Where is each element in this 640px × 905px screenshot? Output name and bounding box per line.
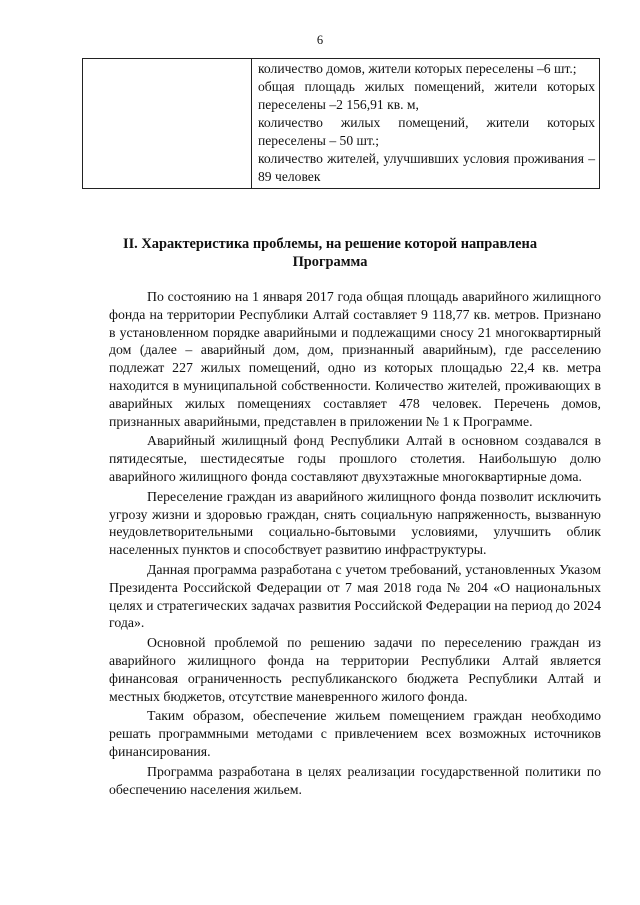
paragraph-decree: Данная программа разработана с учетом требований, установленных Указом Президента Российской Федерации от 7 мая 2018 года № 204 «О национальных целях и стратегических задачах развития Российской Федерации на период до 2024 года».: [109, 561, 601, 631]
section-body: [109, 288, 601, 800]
paragraph-purpose: Программа разработана в целях реализации государственной политики по обеспечению населения жильем.: [109, 763, 601, 797]
outcome-area: общая площадь жилых помещений, жители которых переселены –2 156,91 кв. м,: [258, 79, 595, 112]
section-heading: II. Характеристика проблемы, на решение которой направлена Программа: [122, 236, 538, 270]
outcome-houses: количество домов, жители которых переселены –6 шт.;: [258, 61, 577, 76]
page-number: 6: [316, 33, 324, 47]
paragraph-solution: Таким образом, обеспечение жильем помещением граждан необходимо решать программными методами с привлечением всех возможных источников финансирования.: [109, 708, 601, 759]
paragraph-main-problem: Основной проблемой по решению задачи по переселению граждан из аварийного жилищного фонда на территории Республики Алтай является финансовая ограниченность республиканского бюджета Республики Алтай и местных бюджетов, отсутствие маневренного жилого фонда.: [109, 635, 601, 704]
paragraph-resettlement-benefits: Переселение граждан из аварийного жилищного фонда позволит исключить угрозу жизни и здоровью граждан, снять социальную напряженность, вызванную неудовлетворительными социально-бытовыми условиями, улучшить облик населенных пунктов и способствует развитию инфраструктуры.: [109, 488, 601, 558]
outcome-apartments: количество жилых помещений, жители которых переселены – 50 шт.;: [258, 115, 595, 148]
table-cell-outcomes: [252, 59, 600, 189]
table-row: [83, 59, 600, 189]
table-cell-empty: [83, 59, 252, 189]
outcomes-table: [82, 58, 600, 189]
paragraph-housing-age: Аварийный жилищный фонд Республики Алтай в основном создавался в пятидесятые, шестидесятые годы прошлого столетия. Наибольшую долю аварийного жилищного фонда составляют двухэтажные многоквартирные дома.: [109, 433, 601, 484]
paragraph-housing-stats: По состоянию на 1 января 2017 года общая площадь аварийного жилищного фонда на территории Республики Алтай составляет 9 118,77 кв. метров. Признано в установленном порядке аварийными и подлежащими сносу 21 многоквартирный дом (далее – аварийный дом, дом, признанный аварийным), где расселению подлежат 227 жилых помещений, одно из которых площадью 22,4 кв. метра находится в муниципальной собственности. Количество жителей, проживающих в аварийных жилых помещениях составляет 478 человек. Перечень домов, признанных аварийными, представлен в приложении № 1 к Программе.: [109, 289, 601, 429]
outcome-residents: количество жителей, улучшивших условия проживания –89 человек: [258, 151, 595, 184]
